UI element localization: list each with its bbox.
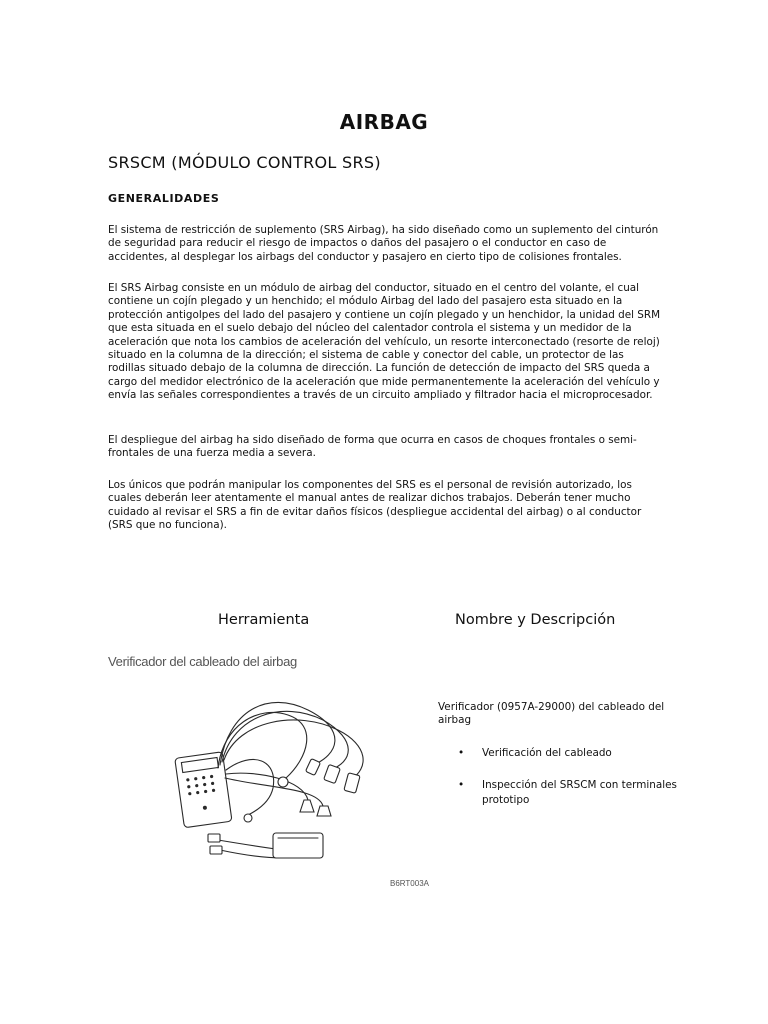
list-item bbox=[438, 746, 678, 761]
column-header-tool: Herramienta bbox=[218, 612, 310, 628]
tool-bullet-list bbox=[438, 746, 678, 825]
document-title: AIRBAG bbox=[339, 110, 429, 134]
figure-code: B6RT003A bbox=[390, 879, 429, 888]
bullet-icon: • bbox=[458, 779, 465, 791]
tool-description: Verificador (0957A-29000) del cableado del airbag bbox=[438, 701, 665, 727]
paragraph: El SRS Airbag consiste en un módulo de airbag del conductor, situado en el centro del volante, el cual contiene un cojín plegado y un henchido; el módulo Airbag del lado del pasajero esta situado en la protección antigolpes del lado del pasajero y contiene un cojín plegado y un henchidor, la unidad del SRM que esta situada en el suelo debajo del núcleo del calentador controla el sistema y un medidor de la aceleración que nota los cambios de aceleración del vehículo, un resorte interconectado (resorte de reloj) situado en la columna de la dirección; el sistema de cable y conector del cable, un protector de las rodillas situado debajo de la columna de dirección. La función de detección de impacto del SRS queda a cargo del medidor electrónico de la aceleración que mide permanentemente la aceleración del vehículo y envía las señales correspondientes a través de un circuito ampliado y filtrador hacia el microprocesador. bbox=[108, 282, 661, 402]
column-header-name: Nombre y Descripción bbox=[455, 612, 616, 628]
wiring-harness-tester-illustration bbox=[108, 670, 448, 895]
tester-unit bbox=[175, 752, 232, 828]
bullet-text: Inspección del SRSCM con terminales prototipo bbox=[482, 779, 677, 806]
bullet-icon: • bbox=[458, 747, 465, 759]
paragraph: El sistema de restricción de suplemento (SRS Airbag), ha sido diseñado como un suplemento del cinturón de seguridad para reducir el riesgo de impactos o daños del pasajero o el conductor en caso de accidentes, al desplegar los airbags del conductor y pasajero en cierto tipo de colisiones frontales. bbox=[108, 224, 659, 263]
paragraph: El despliegue del airbag ha sido diseñado de forma que ocurra en casos de choques frontales o semi-frontales de una fuerza media a severa. bbox=[108, 434, 637, 460]
section-title: SRSCM (MÓDULO CONTROL SRS) bbox=[108, 153, 381, 172]
subheading: GENERALIDADES bbox=[108, 192, 220, 205]
bullet-text: Verificación del cableado bbox=[482, 747, 612, 759]
list-item bbox=[438, 778, 678, 808]
paragraph: Los únicos que podrán manipular los componentes del SRS es el personal de revisión autorizado, los cuales deberán leer atentamente el manual antes de realizar dichos trabajos. Deberán tener mucho cuidado al revisar el SRS a fin de evitar daños físicos (despliegue accidental del airbag) o al conductor (SRS que no funciona). bbox=[108, 479, 642, 532]
figure-caption: Verificador del cableado del airbag bbox=[108, 654, 297, 669]
